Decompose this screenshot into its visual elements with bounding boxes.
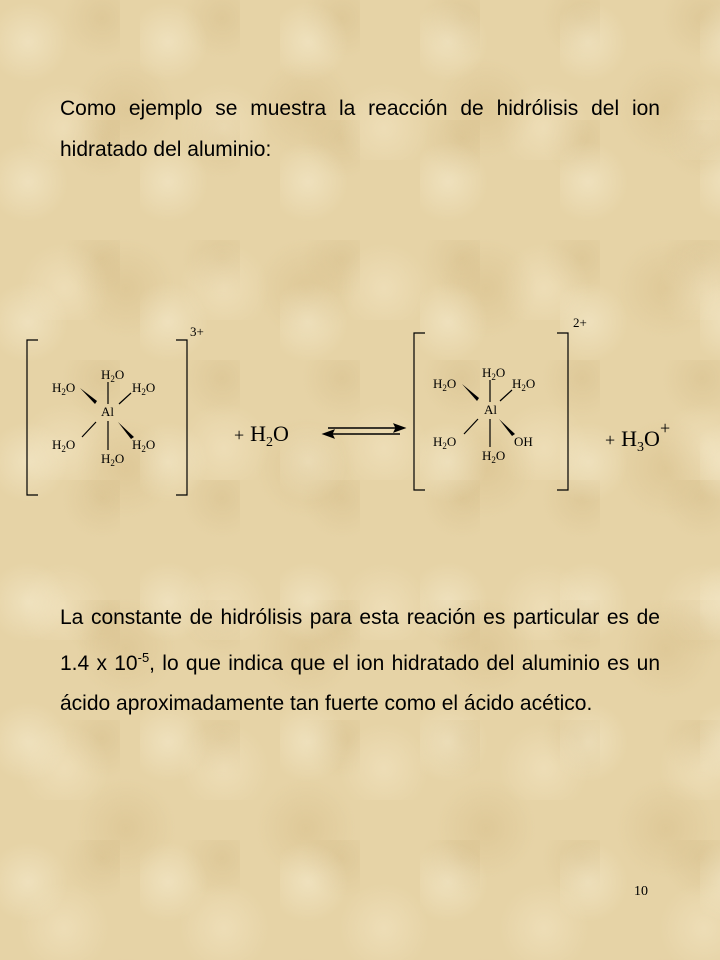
ligand-top-right: $H_2O$ <box>482 365 506 382</box>
equilibrium-arrow <box>323 424 405 438</box>
ligand-lr-left: $H_2O$ <box>132 437 156 454</box>
ligand-bottom-right: $H_2O$ <box>482 448 506 465</box>
page-number: 10 <box>634 884 648 899</box>
ligand-bottom-left: $H_2O$ <box>101 451 125 468</box>
ligand-ul-left: $H_2O$ <box>52 380 76 397</box>
right-complex <box>433 365 535 465</box>
plus-hydronium: + $H_3O^+$ <box>605 418 671 455</box>
al-label-right: Al <box>484 402 497 417</box>
charge-left: 3+ <box>190 324 204 339</box>
ligand-ur-left: $H_2O$ <box>132 380 156 397</box>
constant-paragraph: La constante de hidrólisis para esta reación es particular es de 1.4 x $10^{-5}$, lo que indica que el ion hidratado del aluminio es un ácido aproximadamente tan fuerte como el ácido acético. <box>60 606 660 715</box>
ligand-ur-right: $H_2O$ <box>512 376 536 393</box>
intro-paragraph: Como ejemplo se muestra la reacción de hidrólisis del ion hidratado del aluminio: <box>60 97 660 161</box>
hydrolysis-equation <box>0 300 720 510</box>
ligand-lr-right-oh: OH <box>514 434 533 449</box>
ligand-ll-left: $H_2O$ <box>52 437 76 454</box>
al-label-left: Al <box>101 404 114 419</box>
charge-right: 2+ <box>573 315 587 330</box>
ligand-ll-right: $H_2O$ <box>433 434 457 451</box>
ligand-top-left: $H_2O$ <box>101 367 125 384</box>
ligand-ul-right: $H_2O$ <box>433 376 457 393</box>
plus-water: + $H_2O$ <box>234 421 289 450</box>
left-complex <box>52 367 155 468</box>
